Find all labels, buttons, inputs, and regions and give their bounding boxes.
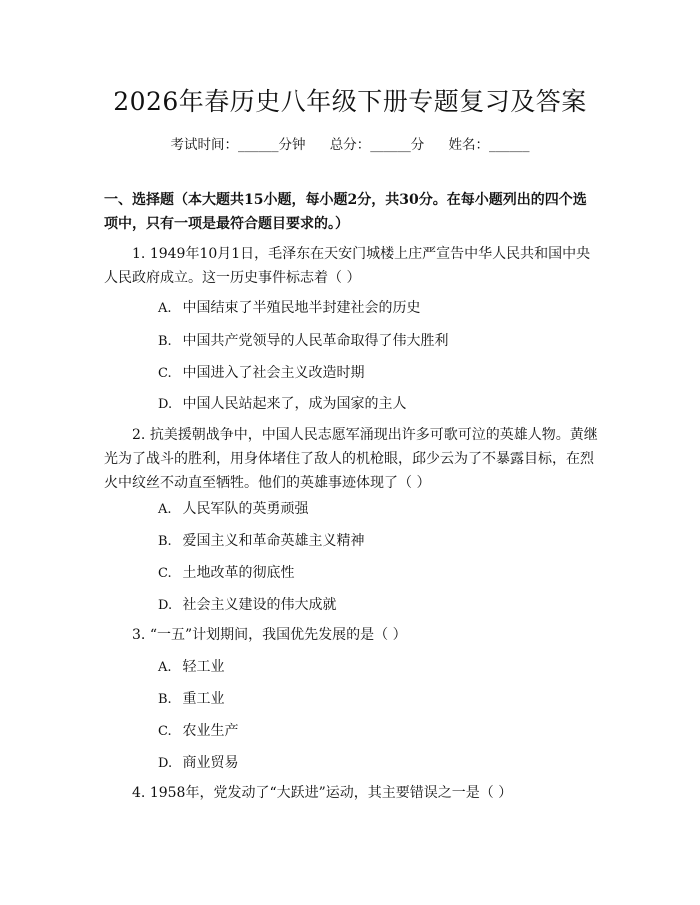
question-number: 3. [132, 627, 146, 643]
question-3-option-a [158, 656, 224, 676]
option-letter: D. [158, 598, 173, 613]
question-3-option-c [158, 720, 238, 740]
question-text: 1958年，党发动了“大跃进”运动，其主要错误之一是（ ） [149, 785, 513, 801]
option-text: 中国进入了社会主义改造时期 [182, 365, 365, 381]
question-1 [104, 242, 600, 290]
section-heading: 一、选择题（本大题共15小题，每小题2分，共30分。在每小题列出的四个选项中，只有一项是最符合题目要求的。） [104, 192, 587, 232]
question-3-option-b [158, 688, 224, 708]
question-2 [104, 423, 600, 495]
question-2-option-c [158, 562, 294, 582]
question-4 [104, 781, 600, 805]
question-1-option-a [158, 297, 420, 317]
option-letter: A. [158, 301, 172, 316]
option-text: 中国结束了半殖民地半封建社会的历史 [182, 300, 421, 316]
question-2-option-a [158, 498, 308, 518]
question-3-option-d [158, 752, 238, 772]
question-text: “一五”计划期间，我国优先发展的是（ ） [149, 627, 407, 643]
option-text: 农业生产 [182, 723, 239, 739]
option-letter: C. [158, 566, 172, 581]
exam-time-field: 考试时间：______分钟 [170, 137, 306, 153]
option-letter: C. [158, 724, 172, 739]
option-text: 人民军队的英勇顽强 [182, 501, 309, 517]
question-1-option-d [158, 393, 406, 413]
option-text: 商业贸易 [182, 755, 239, 771]
option-letter: B. [158, 334, 172, 349]
option-text: 社会主义建设的伟大成就 [182, 597, 337, 613]
option-text: 爱国主义和革命英雄主义精神 [182, 533, 365, 549]
option-letter: C. [158, 366, 172, 381]
option-text: 中国共产党领导的人民革命取得了伟大胜利 [182, 333, 449, 349]
option-text: 轻工业 [182, 659, 225, 675]
exam-info-line [0, 133, 700, 153]
question-2-option-b [158, 530, 364, 550]
option-letter: B. [158, 534, 172, 549]
question-text: 抗美援朝战争中，中国人民志愿军涌现出许多可歌可泣的英雄人物。黄继光为了战斗的胜利，用身体堵住了敌人的机枪眼，邱少云为了不暴露目标，在烈火中纹丝不动直至牺牲。他们的英雄事迹体现了（ ） [104, 427, 598, 491]
option-letter: A. [158, 660, 172, 675]
option-text: 重工业 [182, 691, 225, 707]
question-1-option-b [158, 330, 448, 350]
question-number: 2. [132, 427, 146, 443]
question-3 [104, 623, 600, 647]
question-number: 4. [132, 785, 146, 801]
question-2-option-d [158, 594, 336, 614]
option-letter: B. [158, 692, 172, 707]
option-text: 中国人民站起来了，成为国家的主人 [182, 396, 407, 412]
total-score-field: 总分：______分 [329, 137, 425, 153]
option-letter: D. [158, 756, 173, 771]
page-title: 2026年春历史八年级下册专题复习及答案 [113, 87, 587, 116]
question-number: 1. [132, 246, 146, 262]
option-text: 土地改革的彻底性 [182, 565, 295, 581]
student-name-field: 姓名：______ [448, 137, 530, 153]
question-text: 1949年10月1日，毛泽东在天安门城楼上庄严宣告中华人民共和国中央人民政府成立。这一历史事件标志着（ ） [104, 246, 591, 286]
option-letter: D. [158, 397, 173, 412]
question-1-option-c [158, 362, 364, 382]
option-letter: A. [158, 502, 172, 517]
